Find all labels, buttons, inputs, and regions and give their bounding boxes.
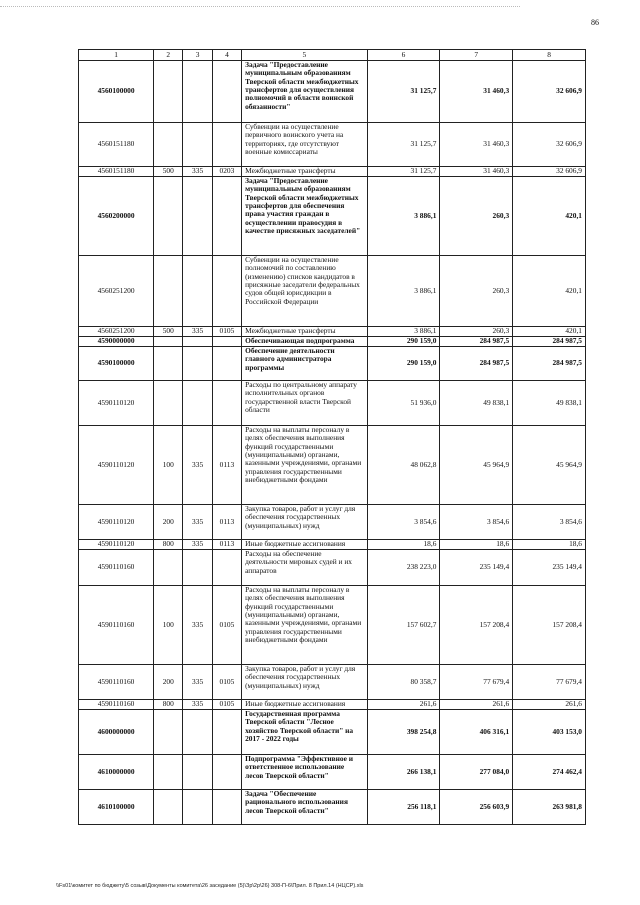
department-cell xyxy=(183,61,212,123)
expense-type-cell: 100 xyxy=(154,586,183,665)
expense-type-cell xyxy=(154,256,183,327)
amount-2019-cell: 274 462,4 xyxy=(513,755,586,790)
section-cell: 0105 xyxy=(212,700,241,710)
header-row xyxy=(79,50,586,61)
header-cell: 7 xyxy=(440,50,513,61)
description-cell: Задача "Предоставление муниципальным образованиям Тверской области межбюджетных трансфертов для обеспечения права участия граждан в осуществлении правосудия в качестве присяжных заседателей" xyxy=(242,177,368,256)
section-cell xyxy=(212,123,241,167)
amount-2019-cell: 77 679,4 xyxy=(513,665,586,700)
target-code-cell: 4590110120 xyxy=(79,505,154,540)
amount-2019-cell: 3 854,6 xyxy=(513,505,586,540)
target-code-cell: 4560200000 xyxy=(79,177,154,256)
amount-2018-cell: 3 854,6 xyxy=(440,505,513,540)
department-cell xyxy=(183,256,212,327)
amount-2018-cell: 31 460,3 xyxy=(440,167,513,177)
department-cell xyxy=(183,755,212,790)
target-code-cell: 4560151180 xyxy=(79,123,154,167)
amount-2019-cell: 284 987,5 xyxy=(513,337,586,347)
target-code-cell: 4590110120 xyxy=(79,426,154,505)
expense-type-cell xyxy=(154,347,183,381)
expense-type-cell: 800 xyxy=(154,700,183,710)
description-cell: Расходы на выплаты персоналу в целях обеспечения выполнения функций государственными (муниципальными) органами, казенными учреждениями, органами управления государственными внебюджетными фондами xyxy=(242,426,368,505)
header-cell: 4 xyxy=(212,50,241,61)
amount-2017-cell: 80 358,7 xyxy=(367,665,440,700)
description-cell: Иные бюджетные ассигнования xyxy=(242,540,368,550)
amount-2019-cell: 18,6 xyxy=(513,540,586,550)
amount-2017-cell: 51 936,0 xyxy=(367,381,440,426)
amount-2019-cell: 32 606,9 xyxy=(513,123,586,167)
target-code-cell: 4610000000 xyxy=(79,755,154,790)
section-cell: 0113 xyxy=(212,426,241,505)
amount-2017-cell: 398 254,8 xyxy=(367,710,440,755)
section-cell: 0105 xyxy=(212,586,241,665)
section-cell xyxy=(212,256,241,327)
section-cell xyxy=(212,177,241,256)
department-cell xyxy=(183,710,212,755)
budget-table xyxy=(78,49,586,825)
department-cell: 335 xyxy=(183,426,212,505)
description-cell: Межбюджетные трансферты xyxy=(242,167,368,177)
department-cell: 335 xyxy=(183,327,212,337)
amount-2018-cell: 284 987,5 xyxy=(440,347,513,381)
description-cell: Расходы по центральному аппарату исполнительных органов государственной власти Тверской области xyxy=(242,381,368,426)
department-cell: 335 xyxy=(183,700,212,710)
section-cell xyxy=(212,347,241,381)
expense-type-cell: 800 xyxy=(154,540,183,550)
amount-2018-cell: 45 964,9 xyxy=(440,426,513,505)
amount-2019-cell: 263 981,8 xyxy=(513,790,586,825)
expense-type-cell xyxy=(154,790,183,825)
amount-2017-cell: 18,6 xyxy=(367,540,440,550)
table-row xyxy=(79,665,586,700)
target-code-cell: 4590100000 xyxy=(79,347,154,381)
description-cell: Иные бюджетные ассигнования xyxy=(242,700,368,710)
header-cell: 3 xyxy=(183,50,212,61)
amount-2019-cell: 32 606,9 xyxy=(513,167,586,177)
amount-2019-cell: 420,1 xyxy=(513,256,586,327)
expense-type-cell xyxy=(154,755,183,790)
header-cell: 6 xyxy=(367,50,440,61)
target-code-cell: 4590000000 xyxy=(79,337,154,347)
table-row xyxy=(79,177,586,256)
header-cell: 2 xyxy=(154,50,183,61)
amount-2018-cell: 406 316,1 xyxy=(440,710,513,755)
amount-2018-cell: 260,3 xyxy=(440,256,513,327)
expense-type-cell xyxy=(154,177,183,256)
amount-2017-cell: 31 125,7 xyxy=(367,123,440,167)
expense-type-cell: 500 xyxy=(154,167,183,177)
description-cell: Закупка товаров, работ и услуг для обеспечения государственных (муниципальных) нужд xyxy=(242,505,368,540)
amount-2018-cell: 157 208,4 xyxy=(440,586,513,665)
description-cell: Подпрограмма "Эффективное и ответственное использование лесов Тверской области" xyxy=(242,755,368,790)
amount-2017-cell: 3 886,1 xyxy=(367,327,440,337)
amount-2018-cell: 261,6 xyxy=(440,700,513,710)
description-cell: Расходы на обеспечение деятельности мировых судей и их аппаратов xyxy=(242,550,368,586)
description-cell: Обеспечивающая подпрограмма xyxy=(242,337,368,347)
section-cell: 0113 xyxy=(212,505,241,540)
amount-2019-cell: 32 606,9 xyxy=(513,61,586,123)
amount-2018-cell: 77 679,4 xyxy=(440,665,513,700)
section-cell: 0113 xyxy=(212,540,241,550)
table-row xyxy=(79,256,586,327)
department-cell: 335 xyxy=(183,167,212,177)
amount-2017-cell: 3 886,1 xyxy=(367,256,440,327)
target-code-cell: 4600000000 xyxy=(79,710,154,755)
table-row xyxy=(79,426,586,505)
target-code-cell: 4590110160 xyxy=(79,586,154,665)
target-code-cell: 4590110160 xyxy=(79,665,154,700)
amount-2017-cell: 3 886,1 xyxy=(367,177,440,256)
department-cell xyxy=(183,550,212,586)
description-cell: Субвенции на осуществление первичного воинского учета на территориях, где отсутствуют военные комиссариаты xyxy=(242,123,368,167)
expense-type-cell xyxy=(154,381,183,426)
target-code-cell: 4560100000 xyxy=(79,61,154,123)
amount-2018-cell: 235 149,4 xyxy=(440,550,513,586)
description-cell: Государственная программа Тверской области "Лесное хозяйство Тверской области" на 2017 - 2022 годы xyxy=(242,710,368,755)
amount-2017-cell: 31 125,7 xyxy=(367,61,440,123)
department-cell xyxy=(183,177,212,256)
expense-type-cell: 200 xyxy=(154,665,183,700)
expense-type-cell xyxy=(154,710,183,755)
expense-type-cell: 100 xyxy=(154,426,183,505)
header-cell: 8 xyxy=(513,50,586,61)
amount-2018-cell: 31 460,3 xyxy=(440,123,513,167)
department-cell xyxy=(183,337,212,347)
amount-2018-cell: 31 460,3 xyxy=(440,61,513,123)
amount-2017-cell: 266 138,1 xyxy=(367,755,440,790)
target-code-cell: 4560151180 xyxy=(79,167,154,177)
section-cell xyxy=(212,790,241,825)
target-code-cell: 4590110160 xyxy=(79,700,154,710)
target-code-cell: 4590110120 xyxy=(79,540,154,550)
table-row xyxy=(79,755,586,790)
description-cell: Задача "Обеспечение рационального использования лесов Тверской области" xyxy=(242,790,368,825)
amount-2018-cell: 284 987,5 xyxy=(440,337,513,347)
description-cell: Задача "Предоставление муниципальным образованиям Тверской области межбюджетных трансфертов для осуществления полномочий в области воинской обязанности" xyxy=(242,61,368,123)
amount-2017-cell: 31 125,7 xyxy=(367,167,440,177)
table-row xyxy=(79,700,586,710)
target-code-cell: 4560251200 xyxy=(79,256,154,327)
description-cell: Расходы на выплаты персоналу в целях обеспечения выполнения функций государственными (муниципальными) органами, казенными учреждениями, органами управления государственными внебюджетными фондами xyxy=(242,586,368,665)
section-cell xyxy=(212,755,241,790)
amount-2019-cell: 235 149,4 xyxy=(513,550,586,586)
target-code-cell: 4610100000 xyxy=(79,790,154,825)
amount-2017-cell: 261,6 xyxy=(367,700,440,710)
section-cell xyxy=(212,710,241,755)
expense-type-cell xyxy=(154,337,183,347)
amount-2018-cell: 277 084,0 xyxy=(440,755,513,790)
table-row xyxy=(79,167,586,177)
amount-2017-cell: 157 602,7 xyxy=(367,586,440,665)
table-row xyxy=(79,550,586,586)
amount-2017-cell: 256 118,1 xyxy=(367,790,440,825)
table-row xyxy=(79,347,586,381)
expense-type-cell xyxy=(154,550,183,586)
description-cell: Обеспечение деятельности главного администратора программы xyxy=(242,347,368,381)
department-cell xyxy=(183,123,212,167)
expense-type-cell xyxy=(154,61,183,123)
table-row xyxy=(79,337,586,347)
table-row xyxy=(79,123,586,167)
amount-2019-cell: 420,1 xyxy=(513,327,586,337)
amount-2019-cell: 261,6 xyxy=(513,700,586,710)
expense-type-cell: 500 xyxy=(154,327,183,337)
table-row xyxy=(79,540,586,550)
table-row xyxy=(79,505,586,540)
section-cell xyxy=(212,337,241,347)
amount-2019-cell: 403 153,0 xyxy=(513,710,586,755)
page-number: 86 xyxy=(591,18,599,27)
target-code-cell: 4560251200 xyxy=(79,327,154,337)
section-cell xyxy=(212,381,241,426)
department-cell: 335 xyxy=(183,505,212,540)
description-cell: Закупка товаров, работ и услуг для обеспечения государственных (муниципальных) нужд xyxy=(242,665,368,700)
expense-type-cell: 200 xyxy=(154,505,183,540)
file-path-footer: \\Fs01\комитет по бюджету\5 созыв\Документы комитета\26 заседание (5)\Зр\2р\26) 308-П-6\Прил. 8 Прил.14 (НЦСР).xls xyxy=(56,883,364,889)
amount-2018-cell: 260,3 xyxy=(440,177,513,256)
header-cell: 5 xyxy=(242,50,368,61)
header-cell: 1 xyxy=(79,50,154,61)
amount-2017-cell: 3 854,6 xyxy=(367,505,440,540)
department-cell: 335 xyxy=(183,665,212,700)
amount-2018-cell: 260,3 xyxy=(440,327,513,337)
expense-type-cell xyxy=(154,123,183,167)
table-row xyxy=(79,381,586,426)
amount-2017-cell: 48 062,8 xyxy=(367,426,440,505)
amount-2018-cell: 256 603,9 xyxy=(440,790,513,825)
section-cell xyxy=(212,550,241,586)
department-cell xyxy=(183,347,212,381)
table-row xyxy=(79,790,586,825)
amount-2019-cell: 157 208,4 xyxy=(513,586,586,665)
table-row xyxy=(79,586,586,665)
section-cell xyxy=(212,61,241,123)
amount-2019-cell: 49 838,1 xyxy=(513,381,586,426)
amount-2017-cell: 290 159,0 xyxy=(367,337,440,347)
amount-2019-cell: 284 987,5 xyxy=(513,347,586,381)
amount-2018-cell: 49 838,1 xyxy=(440,381,513,426)
amount-2019-cell: 420,1 xyxy=(513,177,586,256)
section-cell: 0105 xyxy=(212,665,241,700)
amount-2017-cell: 290 159,0 xyxy=(367,347,440,381)
amount-2018-cell: 18,6 xyxy=(440,540,513,550)
section-cell: 0203 xyxy=(212,167,241,177)
table-row xyxy=(79,61,586,123)
description-cell: Межбюджетные трансферты xyxy=(242,327,368,337)
target-code-cell: 4590110160 xyxy=(79,550,154,586)
department-cell xyxy=(183,790,212,825)
description-cell: Субвенции на осуществление полномочий по составлению (изменению) списков кандидатов в присяжные заседатели федеральных судов общей юрисдикции в Российской Федерации xyxy=(242,256,368,327)
department-cell: 335 xyxy=(183,586,212,665)
section-cell: 0105 xyxy=(212,327,241,337)
amount-2019-cell: 45 964,9 xyxy=(513,426,586,505)
department-cell xyxy=(183,381,212,426)
table-row xyxy=(79,327,586,337)
table-row xyxy=(79,710,586,755)
department-cell: 335 xyxy=(183,540,212,550)
target-code-cell: 4590110120 xyxy=(79,381,154,426)
scan-top-edge xyxy=(0,6,520,10)
amount-2017-cell: 238 223,0 xyxy=(367,550,440,586)
